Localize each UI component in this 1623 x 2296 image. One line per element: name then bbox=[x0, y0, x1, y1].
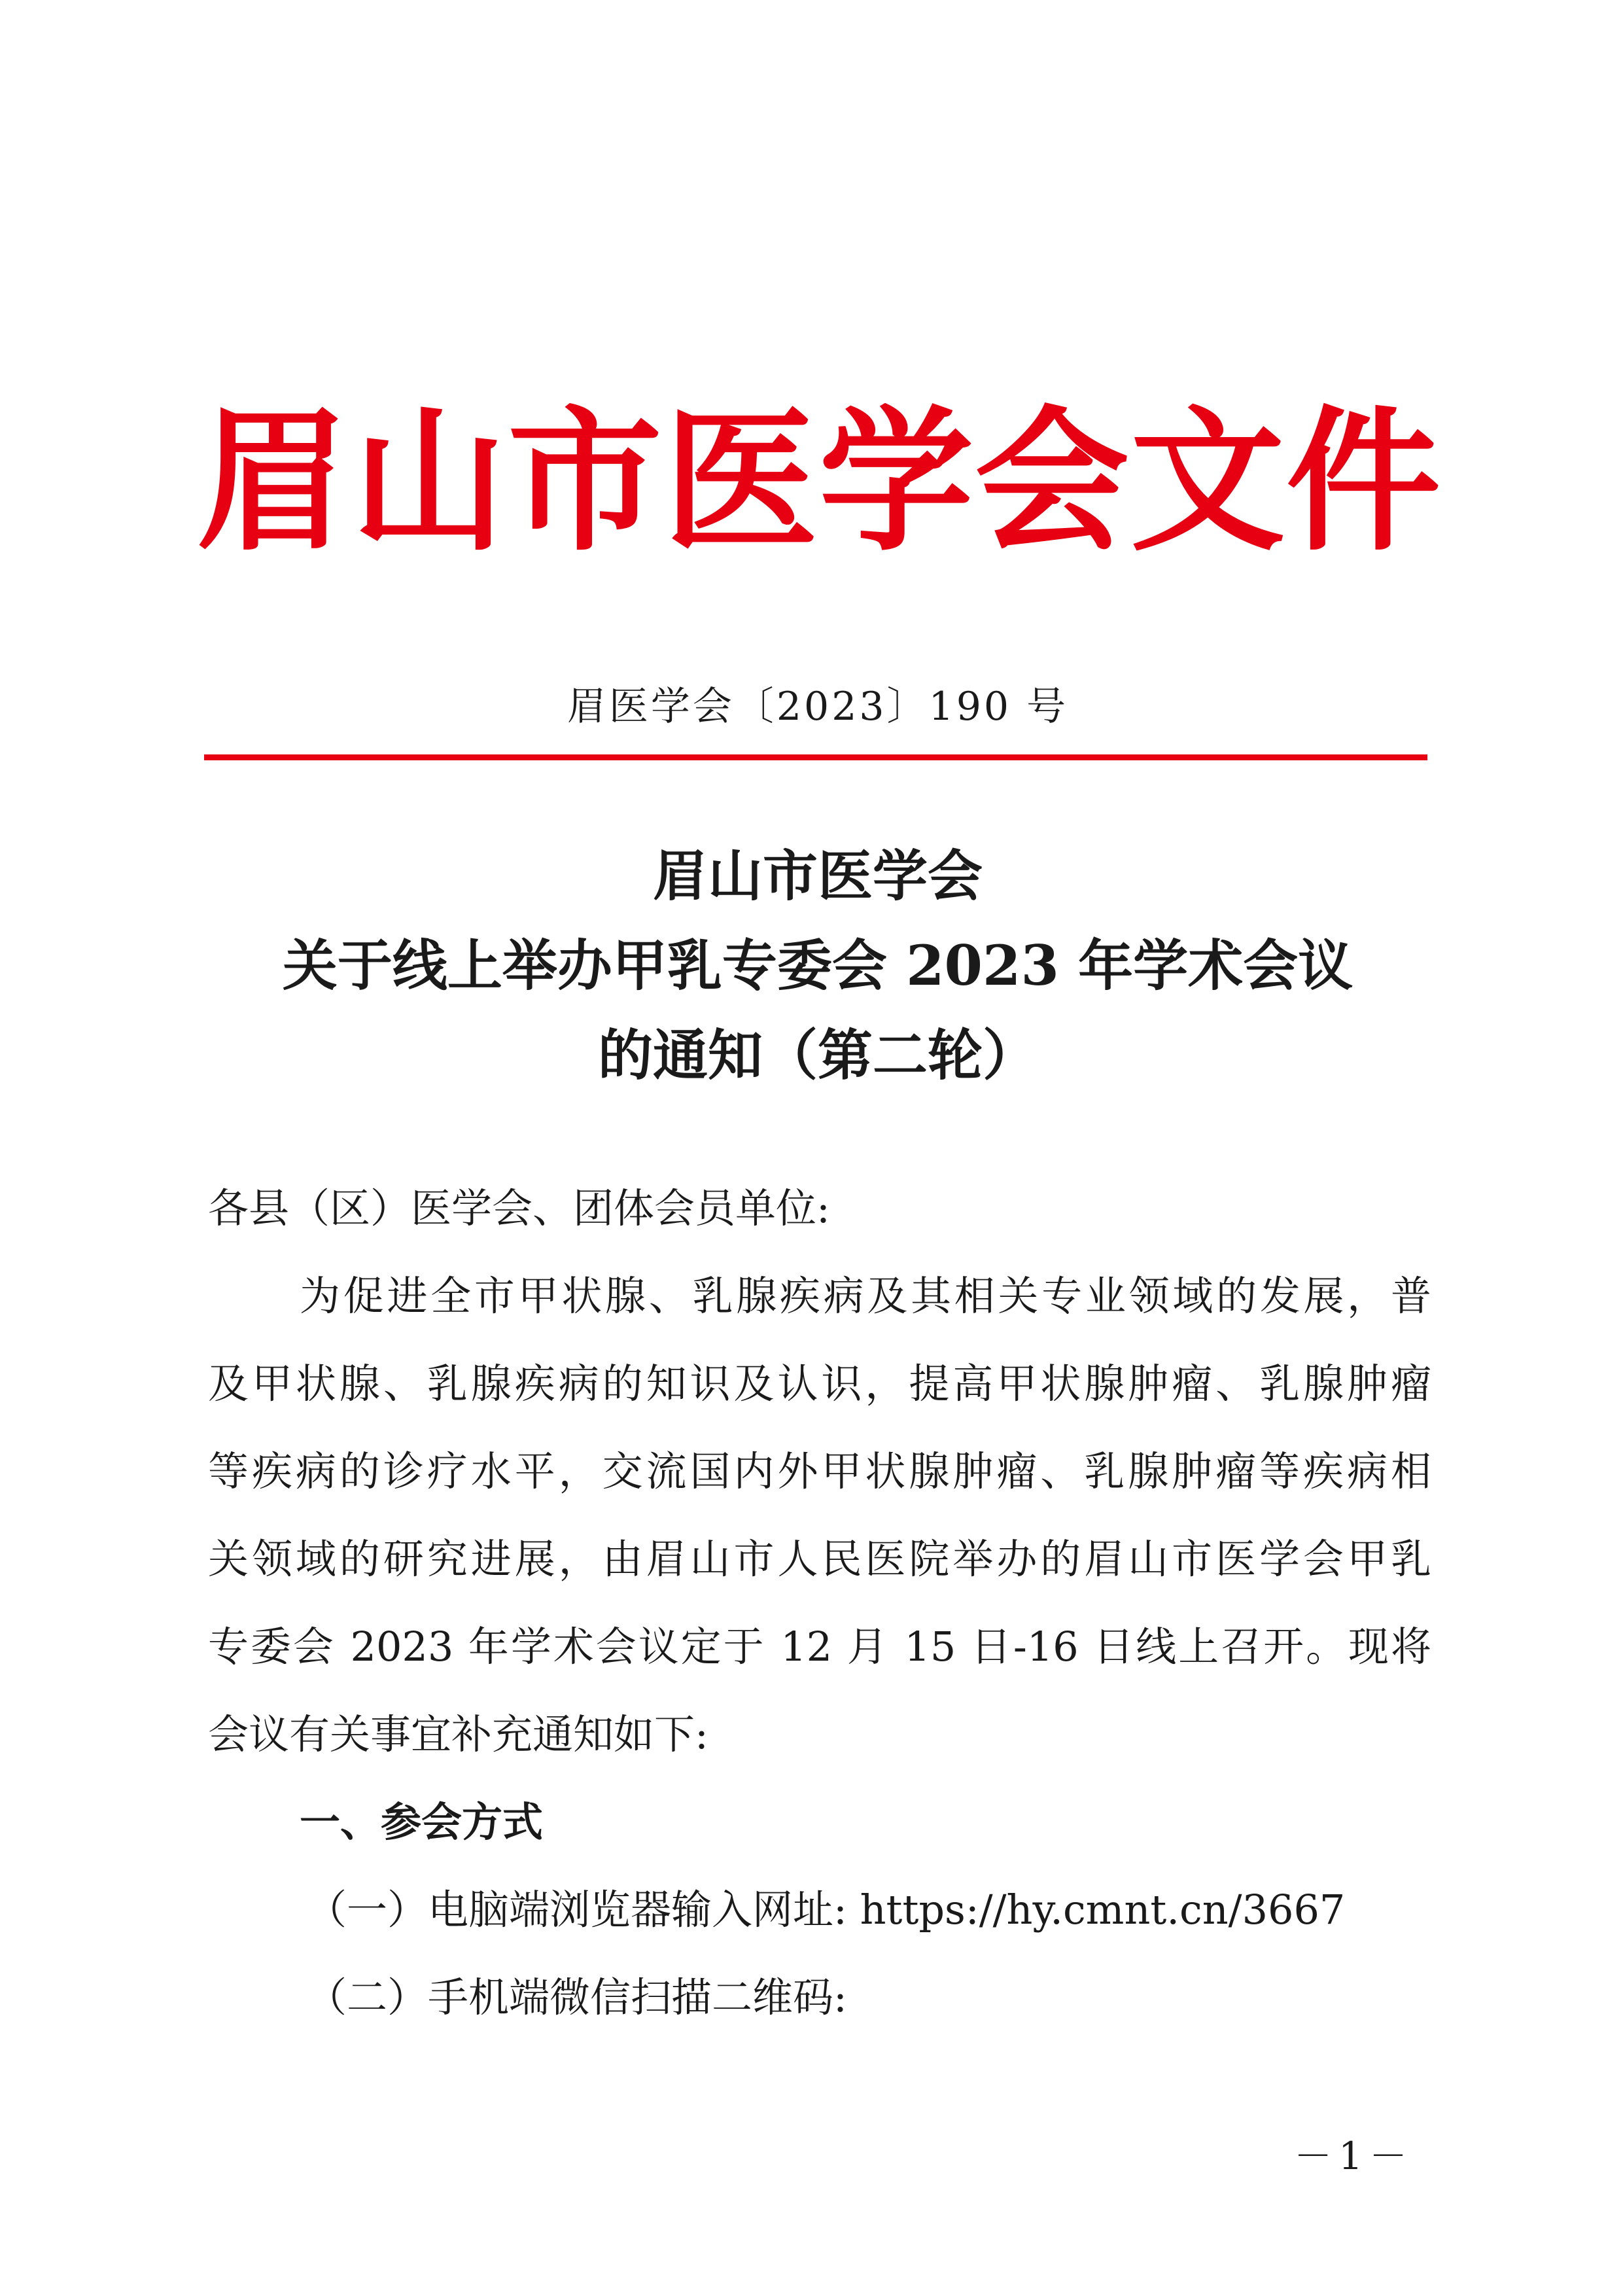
title-line-3: 的通知（第二轮） bbox=[597, 1023, 1038, 1087]
page-number: －1－ bbox=[1294, 2134, 1414, 2178]
paragraph-line: 关领域的研究进展，由眉山市人民医院举办的眉山市医学会甲乳 bbox=[208, 1535, 1431, 1583]
red-divider-line bbox=[204, 754, 1427, 760]
masthead-title: 眉山市医学会文件 bbox=[196, 390, 1442, 572]
notice-body bbox=[208, 1165, 1431, 2041]
list-item-wechat-qr: （二）手机端微信扫描二维码: bbox=[306, 1973, 847, 2021]
paragraph-line: 及甲状腺、乳腺疾病的知识及认识，提高甲状腺肿瘤、乳腺肿瘤 bbox=[208, 1360, 1431, 1407]
paragraph-line: 会议有关事宜补充通知如下: bbox=[208, 1710, 708, 1758]
paragraph-line: 等疾病的诊疗水平，交流国内外甲状腺肿瘤、乳腺肿瘤等疾病相 bbox=[208, 1447, 1431, 1495]
salutation: 各县（区）医学会、团体会员单位: bbox=[208, 1184, 830, 1232]
notice-title bbox=[196, 831, 1439, 1100]
title-line-1: 眉山市医学会 bbox=[652, 843, 983, 908]
title-line-2: 关于线上举办甲乳专委会 2023 年学术会议 bbox=[282, 933, 1353, 998]
list-item-pc-url: （一）电脑端浏览器输入网址: https://hy.cmnt.cn/3667 bbox=[306, 1886, 1346, 1934]
paragraph-line: 专委会 2023 年学术会议定于 12 月 15 日-16 日线上召开。现将 bbox=[208, 1623, 1431, 1670]
section-heading: 一、参会方式 bbox=[300, 1798, 544, 1846]
paragraph-line: 为促进全市甲状腺、乳腺疾病及其相关专业领域的发展，普 bbox=[300, 1272, 1431, 1320]
document-number: 眉医学会〔2023〕190 号 bbox=[567, 684, 1069, 730]
